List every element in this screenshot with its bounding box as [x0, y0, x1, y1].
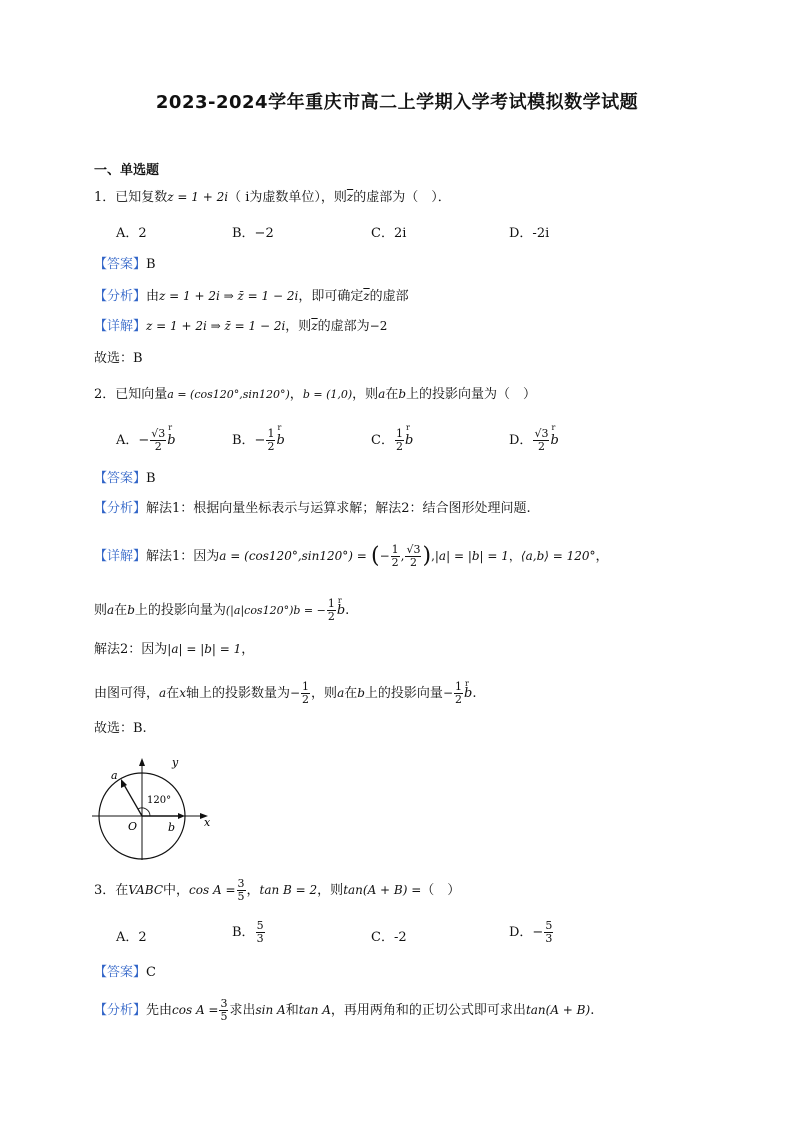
- question-1: 1．已知复数z = 1 + 2i（ i为虚数单位），则$\overline{z}$的虚部为（ ）．: [94, 190, 451, 205]
- q2-option-d: D． $\frac{√3}{2}$ r b: [509, 428, 559, 453]
- q2-detail-method-2: 解法2：因为|a| = |b| = 1，: [94, 642, 255, 657]
- q2-detail-projection: 则a在b上的投影向量为(|a|cos120°)b = − $\frac{1}{2}$ r b.: [94, 598, 349, 623]
- q1-option-a: A．2: [116, 226, 147, 241]
- vector-a: [123, 783, 142, 816]
- origin-label: O: [128, 820, 138, 833]
- q1-answer: 【答案】B: [94, 257, 156, 272]
- q2-answer: 【答案】B: [94, 471, 156, 486]
- q3-option-a: A．2: [116, 930, 147, 945]
- q1-analysis: 【分析】由z = 1 + 2i ⇒ z̄ = 1 − 2i，即可确定$\overline{z}$的虚部: [94, 289, 409, 304]
- q3-option-c: C．-2: [371, 930, 407, 945]
- q2-detail-figure-reasoning: 由图可得，a在x轴上的投影数量为− $\frac{1}{2}$ ，则a在b上的投影向量− $\frac{1}{2}$ r b.: [94, 681, 476, 706]
- angle-label: 120°: [147, 795, 172, 806]
- q1-option-c: C．2i: [371, 226, 407, 241]
- q2-option-a: A．− $\frac{√3}{2}$ r b: [116, 428, 176, 453]
- q2-choice: 故选：B.: [94, 721, 147, 736]
- vector-a-label: a: [111, 769, 118, 782]
- q2-analysis: 【分析】解法1：根据向量坐标表示与运算求解；解法2：结合图形处理问题.: [94, 501, 531, 516]
- section-heading: 一、单选题: [94, 163, 160, 178]
- x-axis-label: x: [204, 816, 211, 829]
- page-title: 2023-2024学年重庆市高二上学期入学考试模拟数学试题: [155, 92, 639, 113]
- question-3: 3．在VABC中，cos A = $\frac{3}{5}$ ，tan B = 2，则tan(A + B) =（ ）: [94, 877, 461, 903]
- question-2: 2．已知向量a = (cos120°,sin120°)，b = (1,0)，则a在b上的投影向量为（ ）: [94, 387, 537, 402]
- q3-option-b: B． $\frac{5}{3}$: [232, 919, 264, 945]
- q1-option-d: D．-2i: [509, 226, 550, 241]
- q3-option-d: D．− $\frac{5}{3}$: [509, 919, 553, 945]
- q2-detail-method-1: 【详解】解法1：因为a = (cos120°,sin120°) = (− $\frac{1}{2}$ , $\frac{√3}{2}$ ),|a| = |b| = 1，⟨a,b⟩ = 120°，: [94, 543, 609, 569]
- q1-detail: 【详解】z = 1 + 2i ⇒ z̄ = 1 − 2i，则$\overline{z}$的虚部为−2: [94, 319, 388, 334]
- y-axis-label: y: [172, 756, 179, 769]
- q3-analysis: 【分析】先由cos A = $\frac{3}{5}$ 求出sin A和tan A，再用两角和的正切公式即可求出tan(A + B).: [94, 997, 595, 1023]
- unit-circle-figure: [92, 756, 222, 864]
- y-axis-arrow: [139, 758, 145, 766]
- q1-choice: 故选：B: [94, 351, 143, 366]
- vector-b-arrow: [178, 813, 185, 819]
- q2-option-b: B．− $\frac{1}{2}$ r b: [232, 428, 285, 453]
- vector-a-arrow: [121, 779, 127, 788]
- q3-answer: 【答案】C: [94, 965, 156, 980]
- q1-option-b: B．−2: [232, 226, 274, 241]
- vector-b-label: b: [168, 821, 176, 834]
- q2-option-c: C． $\frac{1}{2}$ r b: [371, 428, 413, 453]
